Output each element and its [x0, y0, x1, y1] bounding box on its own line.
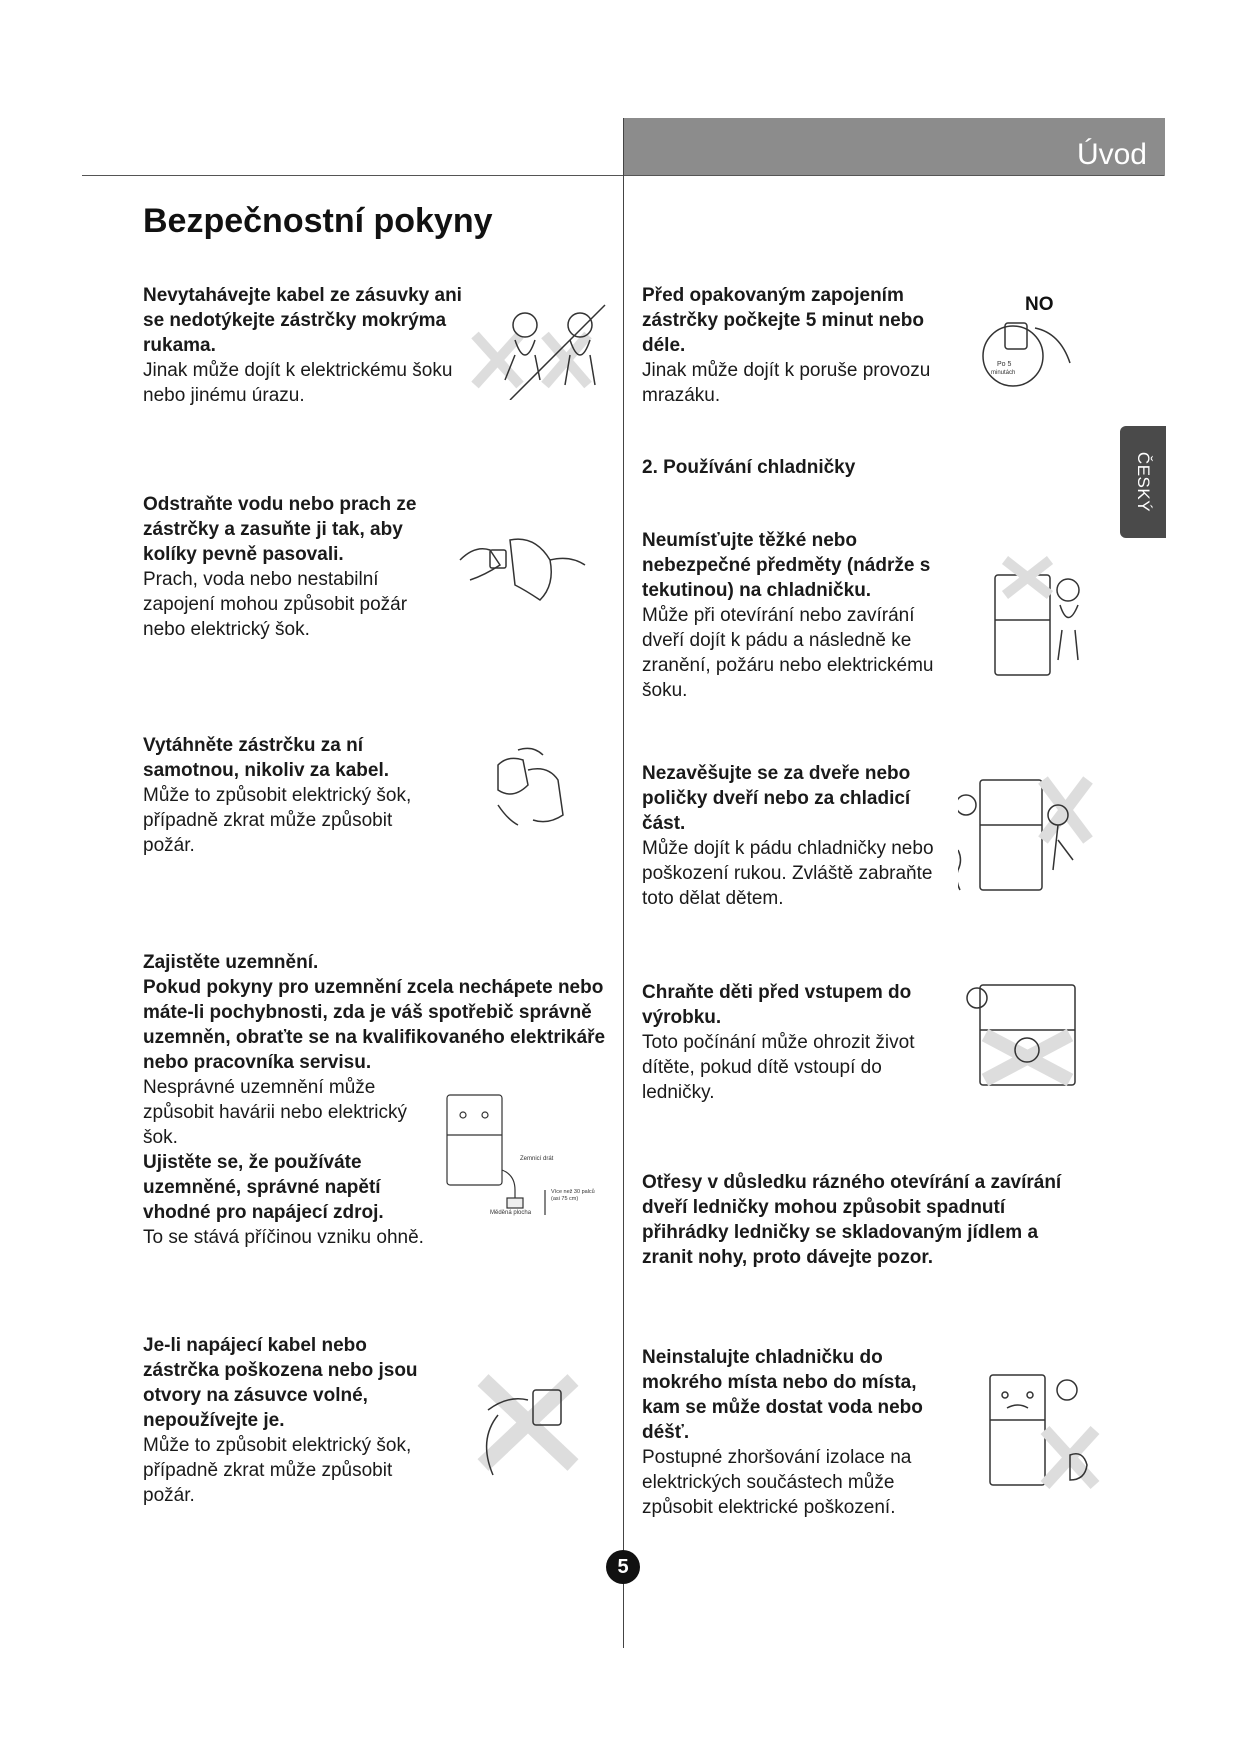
safety-item-pull-plug — [143, 733, 443, 858]
ground-wire-label: Zemnicí drát — [520, 1156, 554, 1162]
wet-location-illustration — [975, 1370, 1100, 1490]
item-text: Jinak může dojít k elektrickému šoku nebo jinému úrazu. — [143, 360, 453, 406]
language-tab — [1120, 426, 1166, 538]
safety-item-door-shock — [642, 1170, 1082, 1270]
item-heading: Vytáhněte zástrčku za ní samotnou, nikoliv za kabel. — [143, 735, 390, 781]
no-label: NO — [1025, 294, 1054, 315]
safety-item-wait-5-minutes — [642, 283, 942, 408]
item-heading: Nezavěšujte se za dveře nebo poličky dveří nebo za chladicí část. — [642, 763, 911, 834]
item-text: Toto počínání může ohrozit život dítěte, pokud dítě vstoupí do ledničky. — [642, 1032, 915, 1103]
language-tab-label: ČESKÝ — [1134, 451, 1153, 513]
safety-item-clean-plug — [143, 492, 443, 642]
safety-item-wet-location — [642, 1345, 952, 1520]
item-text: Postupné zhoršování izolace na elektrických součástech může způsobit elektrické poškození. — [642, 1447, 912, 1518]
item-heading: Před opakovaným zapojením zástrčky počkejte 5 minut nebo déle. — [642, 285, 924, 356]
page-number: 5 — [606, 1550, 640, 1584]
wet-hands-plug-illustration — [470, 300, 610, 400]
heavy-objects-illustration — [990, 555, 1085, 680]
safety-item-heavy-objects — [642, 528, 957, 703]
safety-item-children — [642, 980, 942, 1105]
depth-label-1: Více než 30 palců — [551, 1189, 595, 1195]
item-text: Může dojít k pádu chladničky nebo poškození rukou. Zvláště zabraňte toto dělat dětem. — [642, 838, 934, 909]
children-fridge-illustration — [965, 980, 1090, 1090]
hanging-doors-illustration — [958, 770, 1093, 900]
item-heading: Zajistěte uzemnění. Pokud pokyny pro uzemnění zcela nechápete nebo máte-li pochybnosti, zda je váš spotřebič správně uzemněn, obraťte se na kvalifikovaného elektrikáře nebo pracovníka servisu. — [143, 952, 606, 1073]
item-text: Jinak může dojít k poruše provozu mrazáku. — [642, 360, 931, 406]
grounding-illustration — [445, 1090, 605, 1220]
page-title: Bezpečnostní pokyny — [143, 202, 493, 240]
damaged-cord-illustration — [468, 1370, 588, 1480]
safety-item-unplug-wet-hands — [143, 283, 473, 408]
item-heading: Chraňte děti před vstupem do výrobku. — [642, 982, 912, 1028]
item-heading-2: Ujistěte se, že používáte uzemněné, správné napětí vhodné pro napájecí zdroj. — [143, 1152, 384, 1223]
safety-item-hanging-doors — [642, 761, 957, 911]
safety-item-damaged-cord — [143, 1333, 443, 1508]
section-title: Úvod — [1076, 138, 1147, 171]
item-text: Může to způsobit elektrický šok, případně zkrat může způsobit požár. — [143, 785, 412, 856]
item-heading: Nevytahávejte kabel ze zásuvky ani se nedotýkejte zástrčky mokrýma rukama. — [143, 285, 462, 356]
timer-label-2: minutách — [991, 370, 1016, 376]
wait-timer-illustration — [975, 288, 1085, 398]
item-text: Může při otevírání nebo zavírání dveří dojít k pádu a následně ke zranění, požáru nebo elektrickému šoku. — [642, 605, 934, 701]
section-heading-text: 2. Používání chladničky — [642, 457, 856, 478]
item-heading: Neumísťujte těžké nebo nebezpečné předměty (nádrže s tekutinou) na chladničku. — [642, 530, 931, 601]
timer-label-1: Po 5 — [997, 361, 1012, 368]
column-divider — [623, 118, 624, 1648]
item-heading: Je-li napájecí kabel nebo zástrčka poškozena nebo jsou otvory na zásuvce volné, nepoužívejte je. — [143, 1335, 418, 1431]
item-heading: Otřesy v důsledku rázného otevírání a zavírání dveří ledničky mohou způsobit spadnutí přihrádky ledničky se skladovaným jídlem a zranit nohy, proto dávejte pozor. — [642, 1172, 1062, 1268]
item-heading: Odstraňte vodu nebo prach ze zástrčky a zasuňte ji tak, aby kolíky pevně pasovali. — [143, 494, 417, 565]
item-text: Nesprávné uzemnění může způsobit havárii nebo elektrický šok. — [143, 1077, 408, 1148]
item-heading: Neinstalujte chladničku do mokrého místa nebo do místa, kam se může dostat voda nebo déšť. — [642, 1347, 923, 1443]
item-text: Prach, voda nebo nestabilní zapojení mohou způsobit požár nebo elektrický šok. — [143, 569, 408, 640]
item-text: Může to způsobit elektrický šok, případně zkrat může způsobit požár. — [143, 1435, 412, 1506]
plug-cleaning-illustration — [455, 530, 590, 605]
section-header-bar — [624, 118, 1165, 176]
section-heading — [642, 455, 1002, 480]
pull-plug-illustration — [488, 745, 588, 830]
copper-plate-label: Měděná plocha — [490, 1210, 532, 1216]
item-text-2: To se stává příčinou vzniku ohně. — [143, 1227, 424, 1248]
depth-label-2: (asi 75 cm) — [551, 1196, 579, 1202]
